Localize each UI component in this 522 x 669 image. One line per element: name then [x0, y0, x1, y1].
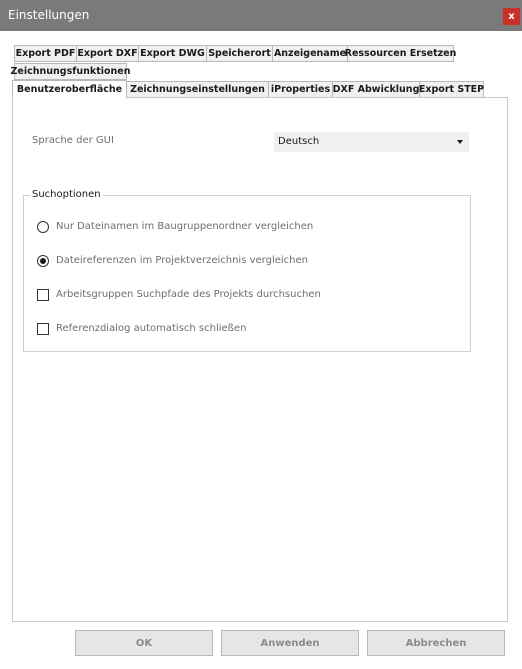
tab-export-pdf[interactable]: Export PDF [14, 45, 77, 62]
apply-button[interactable]: Anwenden [221, 630, 359, 656]
chevron-down-icon [457, 140, 463, 144]
tab-benutzeroberflaeche[interactable]: Benutzeroberfläche [12, 80, 127, 99]
cancel-button[interactable]: Abbrechen [367, 630, 505, 656]
tab-export-step[interactable]: Export STEP [419, 81, 484, 98]
option-label: Nur Dateinamen im Baugruppenordner vergleichen [56, 221, 314, 232]
radio-button-selected[interactable] [37, 255, 49, 267]
close-button[interactable]: x [503, 8, 520, 25]
search-options-group [23, 189, 471, 352]
tab-speicherort[interactable]: Speicherort [206, 45, 273, 62]
tab-ressourcen-ersetzen[interactable]: Ressourcen Ersetzen [347, 45, 454, 62]
option-label: Arbeitsgruppen Suchpfade des Projekts durchsuchen [56, 289, 321, 300]
tab-content-panel [12, 97, 508, 622]
gui-language-value: Deutsch [278, 136, 320, 147]
option-label: Dateireferenzen im Projektverzeichnis vergleichen [56, 255, 308, 266]
radio-button[interactable] [37, 221, 49, 233]
tab-dxf-abwicklung[interactable]: DXF Abwicklung [332, 81, 420, 98]
window-title: Einstellungen [8, 8, 90, 22]
option-label: Referenzdialog automatisch schließen [56, 323, 247, 334]
tab-export-dxf[interactable]: Export DXF [76, 45, 139, 62]
gui-language-label: Sprache der GUI [32, 135, 114, 146]
tab-zeichnungsfunktionen[interactable]: Zeichnungsfunktionen [14, 63, 127, 80]
title-bar [0, 0, 522, 31]
checkbox[interactable] [37, 289, 49, 301]
tab-anzeigename[interactable]: Anzeigename [272, 45, 348, 62]
tab-export-dwg[interactable]: Export DWG [138, 45, 207, 62]
tab-iproperties[interactable]: iProperties [268, 81, 333, 98]
search-options-title: Suchoptionen [32, 189, 101, 200]
checkbox[interactable] [37, 323, 49, 335]
tab-zeichnungseinstellungen[interactable]: Zeichnungseinstellungen [126, 81, 269, 98]
gui-language-dropdown[interactable] [274, 132, 469, 152]
ok-button[interactable]: OK [75, 630, 213, 656]
